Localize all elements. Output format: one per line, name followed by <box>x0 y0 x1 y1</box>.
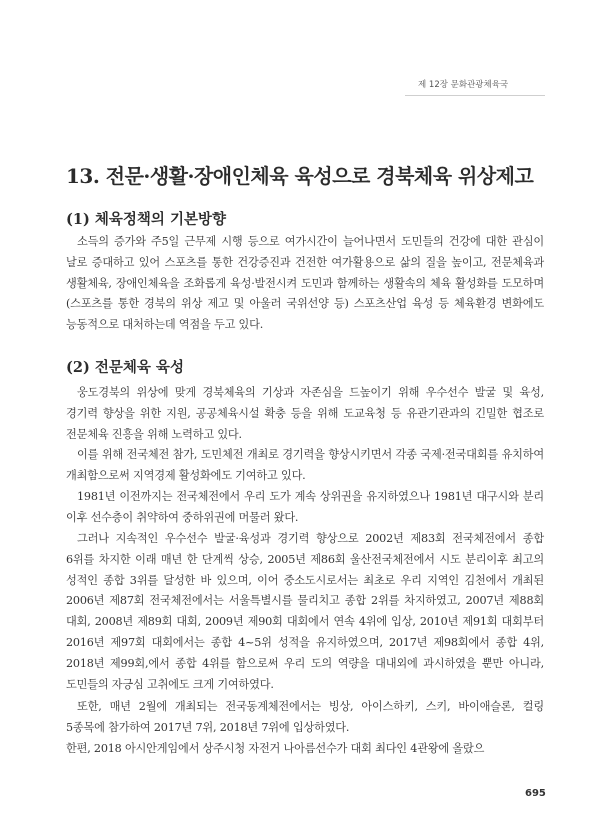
header-divider <box>405 95 545 96</box>
paragraph: 소득의 증가와 주5일 근무제 시행 등으로 여가시간이 늘어나면서 도민들의 건강에 대한 관심이 날로 증대하고 있어 스포츠를 통한 건강증진과 건전한 여가활용으로 삶의 질을 높이고, 전문체육과 생활체육, 장애인체육을 조화롭게 육성·발전시켜 도민과 함께하는 생활속의 체육 활성화를 도모하며(스포츠를 통한 경북의 위상 제고 및 아울러 국위선양 등) 스포츠산업 육성 등 체육환경 변화에도 능동적으로 대처하는데 역점을 두고 있다. <box>66 235 544 332</box>
paragraph: 그러나 지속적인 우수선수 발굴·육성과 경기력 향상으로 2002년 제83회 전국체전에서 종합 6위를 차지한 이래 매년 한 단계씩 상승, 2005년 제86회 울산전국체전에서 시도 분리이후 최고의 성적인 종합 3위를 달성한 바 있으며, 이어 중소도시로서는 최초로 우리 지역인 김천에서 개최된 2006년 제87회 전국체전에서는 서울특별시를 물리치고 종합 2위를 차지하였고, 2007년 제88회 대회, 2008년 제89회 대회, 2009년 제90회 대회에서 연속 4위에 입상, 2010년 제91회 대회부터 2016년 제97회 대회에서는 종합 4~5위 성적을 유지하였으며, 2017년 제98회에서 종합 4위, 2018년 제99회,에서 종합 4위를 함으로써 우리 도의 역량을 대내외에 과시하였을 뿐만 아니라, 도민들의 자긍심 고취에도 크게 기여하였다. <box>66 532 544 691</box>
paragraph: 이를 위해 전국체전 참가, 도민체전 개최로 경기력을 향상시키면서 각종 국제·전국대회를 유치하여 개최함으로써 지역경제 활성화에도 기여하고 있다. <box>66 448 544 482</box>
paragraph: 한편, 2018 아시안게임에서 상주시청 자전거 나아름선수가 대회 최다인 4관왕에 올랐으 <box>66 742 485 755</box>
chapter-title: 13. 전문·생활·장애인체육 육성으로 경북체육 위상제고 <box>66 164 534 188</box>
paragraph: 웅도경북의 위상에 맞게 경북체육의 기상과 자존심을 드높이기 위해 우수선수 발굴 및 육성, 경기력 향상을 위한 지원, 공공체육시설 확충 등을 위해 도교육청 등 유관기관과의 긴밀한 협조로 전문체육 진흥을 위해 노력하고 있다. <box>66 386 544 441</box>
section-heading-elite-sports: (2) 전문체육 육성 <box>66 359 184 376</box>
section-heading-basic-direction: (1) 체육정책의 기본방향 <box>66 211 226 228</box>
paragraph: 또한, 매년 2월에 개최되는 전국동계체전에서는 빙상, 아이스하키, 스키, 바이애슬론, 컬링 5종목에 참가하여 2017년 7위, 2018년 7위에 입상하였다. <box>66 700 544 734</box>
paragraph: 1981년 이전까지는 전국체전에서 우리 도가 계속 상위권을 유지하였으나 1981년 대구시와 분리 이후 선수층이 취약하여 중하위권에 머물러 왔다. <box>66 490 544 524</box>
running-header: 제 12장 문화관광체육국 <box>418 80 509 90</box>
page-number: 695 <box>525 788 546 799</box>
